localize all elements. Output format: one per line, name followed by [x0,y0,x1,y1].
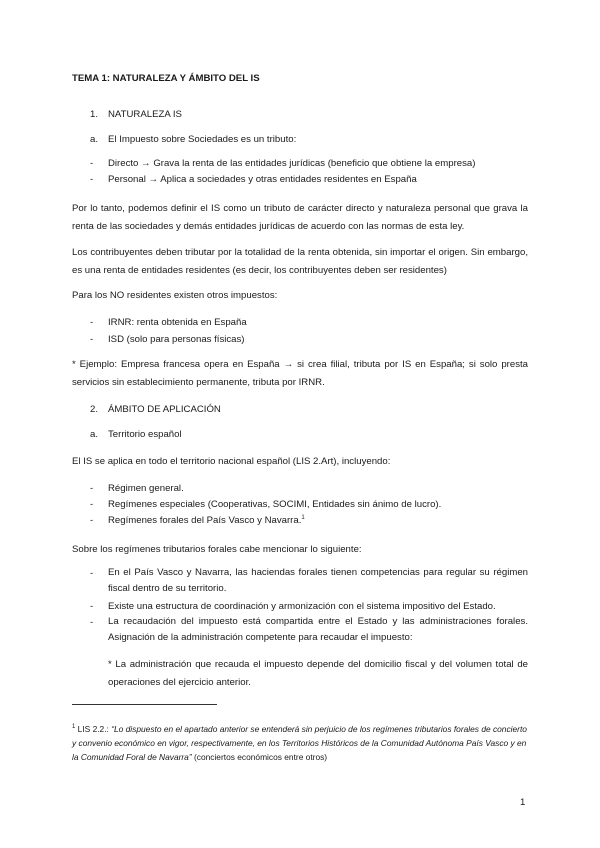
page-title: TEMA 1: NATURALEZA Y ÁMBITO DEL IS [72,73,260,84]
list-item-text: Regímenes forales del País Vasco y Navarra. [108,515,302,526]
example-paragraph: * Ejemplo: Empresa francesa opera en España → si crea filial, tributa por IS en España; si solo presta servicios sin establecimiento permanente, tributa por IRNR. [72,359,528,388]
footnote-reference-label: LIS 2.2.: [77,724,109,734]
list-item: En el País Vasco y Navarra, las haciendas forales tienen competencias para regular su régimen fiscal dentro de su territorio. [108,567,528,594]
list-item: Personal → Aplica a sociedades y otras entidades residentes en España [108,174,417,185]
bullet-dash: - [90,158,94,169]
bullet-dash: - [90,601,94,612]
bullet-dash: - [90,483,94,494]
note-paragraph: * La administración que recauda el impuesto depende del domicilio fiscal y del volumen total de operaciones del ejercicio anterior. [108,659,528,688]
section-1-number: 1. [90,109,99,120]
footnote-mark: 1 [72,724,76,731]
paragraph: Los contribuyentes deben tributar por la totalidad de la renta obtenida, sin importar el origen. Sin embargo, es una renta de entidades residentes (es decir, los contribuyentes deben ser residentes) [72,247,528,276]
bullet-dash: - [90,617,94,628]
bullet-dash: - [90,174,94,185]
footnote-reference[interactable]: 1 [301,514,305,521]
list-item: Regímenes especiales (Cooperativas, SOCIMI, Entidades sin ánimo de lucro). [108,499,442,510]
footnote-tail: (conciertos económicos entre otros) [193,752,328,762]
bullet-dash: - [90,515,94,526]
list-item: La recaudación del impuesto está compartida entre el Estado y las administraciones forales. Asignación de la administración competente para recaudar el impuesto: [108,616,528,643]
section-2-number: 2. [90,404,99,415]
list-item [108,514,305,528]
paragraph: Sobre los regímenes tributarios forales cabe mencionar lo siguiente: [72,544,362,555]
paragraph: Por lo tanto, podemos definir el IS como un tributo de carácter directo y naturaleza personal que grava la renta de las sociedades y demás entidades jurídicas de acuerdo con las normas de esta ley. [72,203,528,232]
list-item: Directo → Grava la renta de las entidades jurídicas (beneficio que obtiene la empresa) [108,158,476,169]
page-number: 1 [520,797,526,808]
bullet-dash: - [90,499,94,510]
list-item: Régimen general. [108,483,184,494]
footnote-quote: “Lo dispuesto en el apartado anterior se entenderá sin perjuicio de los regímenes tributarios forales de concierto y convenio económico en vigor, respectivamente, en los Territorios Históricos de la Comunidad Autónoma País Vasco y en la Comunidad Foral de Navarra” [72,724,527,762]
paragraph: El IS se aplica en todo el territorio nacional español (LIS 2.Art), incluyendo: [72,456,391,467]
footnote-separator [72,704,217,705]
section-1-title: NATURALEZA IS [108,109,182,120]
paragraph: Para los NO residentes existen otros impuestos: [72,290,278,301]
list-item: ISD (solo para personas físicas) [108,334,245,345]
section-2-title: ÁMBITO DE APLICACIÓN [108,404,221,415]
footnote [72,722,530,764]
bullet-dash: - [90,568,94,579]
bullet-dash: - [90,317,94,328]
bullet-dash: - [90,334,94,345]
subsection-1a-letter: a. [90,134,99,145]
list-item: IRNR: renta obtenida en España [108,317,247,328]
subsection-2a-letter: a. [90,429,99,440]
list-item: Existe una estructura de coordinación y armonización con el sistema impositivo del Estado. [108,601,496,612]
subsection-1a-text: El Impuesto sobre Sociedades es un tributo: [108,134,297,145]
subsection-2a-text: Territorio español [108,429,182,440]
